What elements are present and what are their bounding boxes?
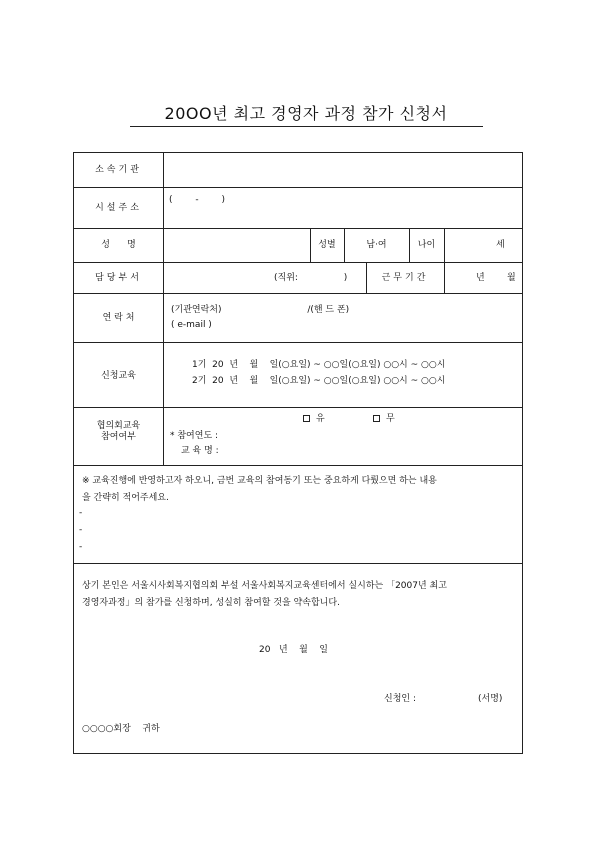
cell-divider (444, 262, 445, 293)
pledge-text-1: 상기 본인은 서울시사회복지협의회 부설 서울사회복지교육센터에서 실시하는 「2007년 최고 (82, 581, 447, 591)
tenure-month[interactable]: 월 (507, 273, 516, 283)
applicant-field[interactable]: 신청인 : (384, 694, 416, 704)
row-divider (74, 342, 522, 343)
history-label-line2: 참여여부 (101, 432, 136, 442)
row-divider (74, 262, 522, 263)
application-form (73, 152, 523, 754)
history-label-line1: 협의회교육 (96, 421, 141, 431)
row-divider (74, 465, 522, 466)
note-instruction-1: ※ 교육진행에 반영하고자 하오니, 금번 교육의 참여동기 또는 중요하게 다뤘으면 하는 내용 (82, 476, 437, 486)
course-option-2[interactable]: 2기 20 년 월 일(○요일) ~ ○○일(○요일) ○○시 ~ ○○시 (192, 376, 446, 386)
gender-label: 성별 (318, 240, 336, 250)
checkbox-icon[interactable] (373, 415, 380, 422)
course-label: 신청교육 (101, 371, 136, 381)
checkbox-icon[interactable] (303, 415, 310, 422)
tenure-year[interactable]: 년 (476, 273, 485, 283)
note-line[interactable]: - (79, 542, 83, 552)
note-line[interactable]: - (79, 508, 83, 518)
contact-phone[interactable]: (기관연락처) /(핸 드 폰) (171, 305, 350, 315)
row-divider (74, 407, 522, 408)
row-divider (74, 187, 522, 188)
application-date[interactable]: 20 년 월 일 (259, 645, 329, 655)
note-line[interactable]: - (79, 525, 83, 535)
row-divider (74, 563, 522, 564)
org-field[interactable] (164, 154, 521, 186)
label-column-divider (163, 153, 164, 465)
history-course-field[interactable]: 교 육 명 : (181, 446, 219, 456)
address-field[interactable]: ( - ) (169, 195, 226, 205)
pledge-text-2: 경영자과정」의 참가를 신청하며, 성실히 참여할 것을 약속합니다. (82, 598, 340, 608)
contact-label: 연 락 처 (102, 313, 135, 323)
dept-label: 담당부서 (95, 273, 142, 283)
contact-email[interactable]: ( e-mail ) (171, 320, 212, 330)
note-instruction-2: 을 간략히 적어주세요. (82, 493, 169, 503)
signature-field[interactable]: (서명) (478, 694, 503, 704)
addressee: ○○○○회장 귀하 (82, 724, 160, 734)
gender-options[interactable]: 남·여 (366, 240, 387, 250)
cell-divider (444, 228, 445, 262)
tenure-label: 근무기간 (381, 273, 429, 283)
position-field[interactable]: (직위: ) (274, 273, 348, 283)
row-divider (74, 293, 522, 294)
history-year-field[interactable]: * 참여연도 : (170, 431, 219, 441)
course-option-1[interactable]: 1기 20 년 월 일(○요일) ~ ○○일(○요일) ○○시 ~ ○○시 (192, 360, 446, 370)
age-unit: 세 (496, 240, 505, 250)
history-yes-option[interactable] (303, 414, 325, 425)
name-field[interactable] (164, 229, 309, 261)
name-label: 성 명 (101, 240, 136, 250)
history-yes-label: 유 (316, 414, 325, 424)
history-no-label: 무 (386, 414, 395, 424)
form-title: 20OO년 최고 경영자 과정 참가 신청서 (164, 104, 448, 123)
history-label (74, 421, 163, 443)
history-no-option[interactable] (373, 414, 395, 425)
title-underline (130, 126, 483, 127)
org-label: 소속기관 (95, 165, 142, 175)
address-label: 시설주소 (95, 203, 142, 213)
age-label: 나이 (417, 240, 436, 250)
